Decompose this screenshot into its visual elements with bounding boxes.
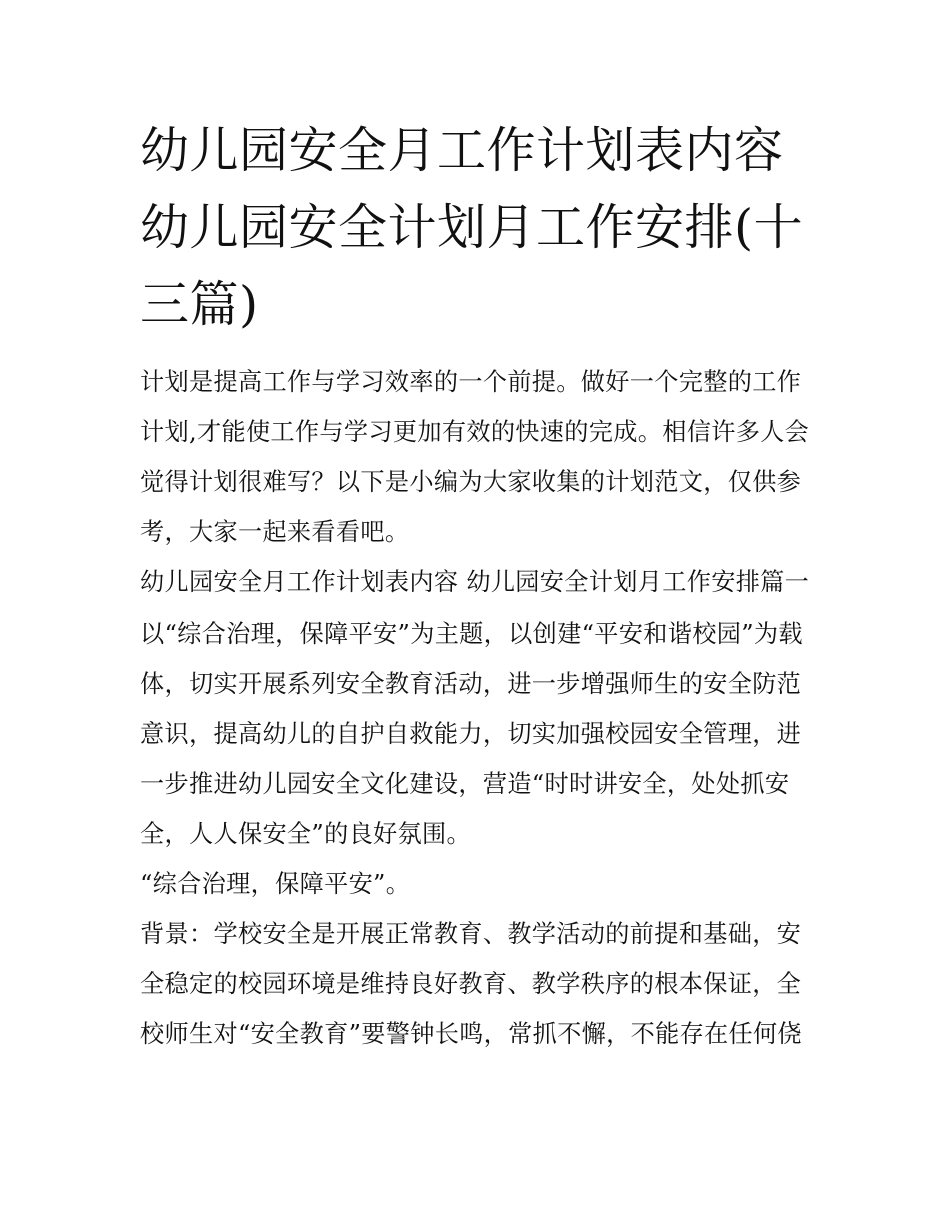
document-title: 幼儿园安全月工作计划表内容幼儿园安全计划月工作安排(十三篇) xyxy=(140,122,804,333)
paragraph-intro: 计划是提高工作与学习效率的一个前提。做好一个完整的工作计划,才能使工作与学习更加有效的快速的完成。相信许多人会觉得计划很难写？以下是小编为大家收集的计划范文，仅供参考，大家一起来看看吧。 xyxy=(140,368,810,546)
title-spacer xyxy=(140,343,812,357)
paragraph-theme: 以“综合治理，保障平安”为主题，以创建“平安和谐校园”为载体，切实开展系列安全教育活动，进一步增强师生的安全防范意识，提高幼儿的自护自救能力，切实加强校园安全管理，进一步推进幼儿园安全文化建设，营造“时时讲安全，处处抓安全，人人保安全”的良好氛围。 xyxy=(140,620,803,848)
paragraph-background: 背景：学校安全是开展正常教育、教学活动的前提和基础，安全稳定的校园环境是维持良好教育、教学秩序的根本保证，全校师生对“安全教育”要警钟长鸣，常抓不懈，不能存在任何侥 xyxy=(140,920,803,1048)
paragraph-section-heading: 幼儿园安全月工作计划表内容 幼儿园安全计划月工作安排篇一 xyxy=(140,568,810,596)
document-page xyxy=(140,112,812,1059)
paragraph-slogan: “综合治理，保障平安”。 xyxy=(140,870,411,898)
